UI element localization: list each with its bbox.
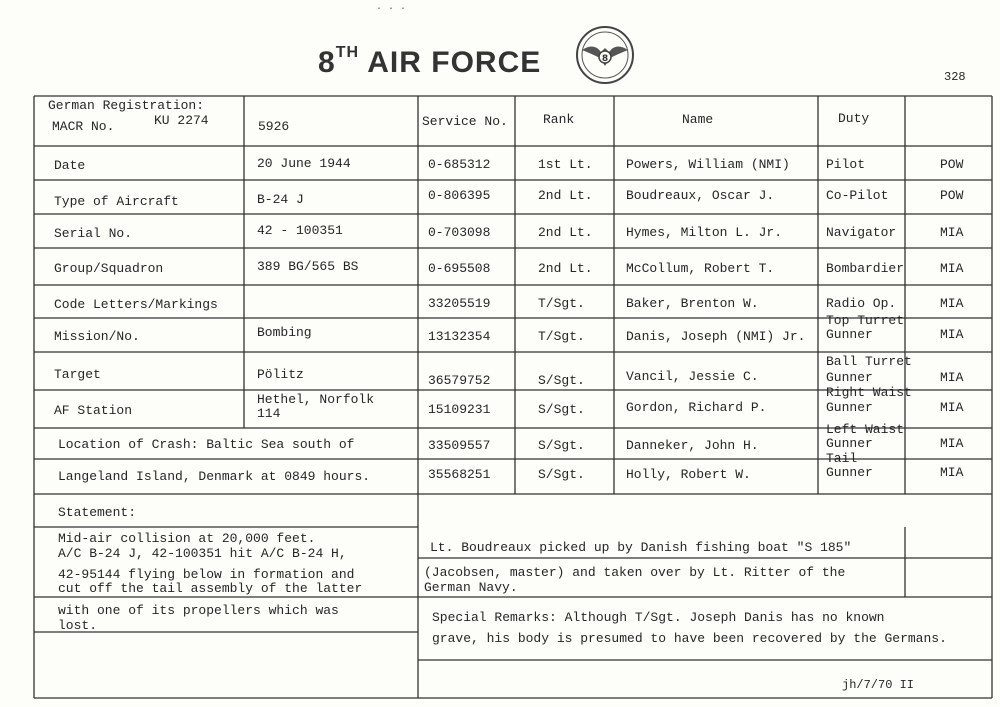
name-header: Name bbox=[682, 112, 714, 127]
crew-rank: S/Sgt. bbox=[538, 373, 585, 388]
crew-status: MIA bbox=[940, 400, 964, 415]
page-number: 328 bbox=[944, 70, 966, 84]
crew-duty: Radio Op. bbox=[826, 296, 897, 311]
crew-duty: Left Waist bbox=[826, 422, 905, 437]
crew-status: MIA bbox=[940, 327, 964, 342]
target-value: Pölitz bbox=[257, 367, 304, 382]
crew-duty-line2: Gunner bbox=[826, 465, 873, 480]
crew-rank: S/Sgt. bbox=[538, 402, 585, 417]
crew-rank: 2nd Lt. bbox=[538, 188, 593, 203]
crew-duty-line2: Gunner bbox=[826, 327, 873, 342]
statement-line: cut off the tail assembly of the latter bbox=[58, 581, 363, 596]
special-remarks-line: grave, his body is presumed to have been recovered by the Germans. bbox=[432, 631, 947, 646]
date-label: Date bbox=[54, 158, 86, 173]
crew-service: 13132354 bbox=[428, 329, 491, 344]
file-reference: jh/7/70 II bbox=[842, 678, 915, 692]
aircraft-type-label: Type of Aircraft bbox=[54, 194, 179, 209]
crew-service: 36579752 bbox=[428, 373, 491, 388]
statement-line: with one of its propellers which was bbox=[58, 603, 339, 618]
crew-rank: T/Sgt. bbox=[538, 329, 585, 344]
aircraft-type-value: B-24 J bbox=[257, 192, 304, 207]
remarks-line: (Jacobsen, master) and taken over by Lt. Ritter of the bbox=[424, 565, 846, 580]
crew-name: Vancil, Jessie C. bbox=[626, 369, 759, 384]
crew-service: 15109231 bbox=[428, 402, 491, 417]
page-title: 8TH AIR FORCE bbox=[318, 44, 542, 79]
crew-name: Hymes, Milton L. Jr. bbox=[626, 225, 783, 240]
crew-name: McCollum, Robert T. bbox=[626, 261, 775, 276]
crew-duty: Co-Pilot bbox=[826, 188, 889, 203]
crew-name: Gordon, Richard P. bbox=[626, 400, 767, 415]
serial-no-value: 42 - 100351 bbox=[257, 223, 343, 238]
mission-value: Bombing bbox=[257, 325, 312, 340]
crew-status: MIA bbox=[940, 261, 964, 276]
crash-location-line1: Location of Crash: Baltic Sea south of bbox=[58, 437, 355, 452]
crew-service: 35568251 bbox=[428, 467, 491, 482]
crew-name: Baker, Brenton W. bbox=[626, 296, 759, 311]
remarks-line: German Navy. bbox=[424, 580, 518, 595]
af-station-value: Hethel, Norfolk bbox=[257, 392, 375, 407]
crew-duty: Navigator bbox=[826, 225, 897, 240]
group-squadron-value: 389 BG/565 BS bbox=[257, 259, 359, 274]
crew-rank: 1st Lt. bbox=[538, 157, 593, 172]
target-label: Target bbox=[54, 367, 101, 382]
crew-service: 0-703098 bbox=[428, 225, 491, 240]
rank-header: Rank bbox=[543, 112, 575, 127]
crew-rank: T/Sgt. bbox=[538, 296, 585, 311]
macr-no-label: MACR No. bbox=[52, 119, 115, 134]
crew-service: 0-695508 bbox=[428, 261, 491, 276]
crew-service: 33205519 bbox=[428, 296, 491, 311]
crash-location-line2: Langeland Island, Denmark at 0849 hours. bbox=[58, 469, 371, 484]
crew-rank: S/Sgt. bbox=[538, 438, 585, 453]
german-registration-label: German Registration: bbox=[48, 98, 205, 113]
duty-header: Duty bbox=[838, 111, 870, 126]
group-squadron-label: Group/Squadron bbox=[54, 261, 164, 276]
crew-service: 0-685312 bbox=[428, 157, 491, 172]
crew-rank: 2nd Lt. bbox=[538, 225, 593, 240]
crew-status: MIA bbox=[940, 370, 964, 385]
date-value: 20 June 1944 bbox=[257, 156, 351, 171]
crew-duty: Right Waist bbox=[826, 385, 912, 400]
crew-name: Boudreaux, Oscar J. bbox=[626, 188, 775, 203]
remarks-line: Lt. Boudreaux picked up by Danish fishing boat "S 185" bbox=[430, 540, 852, 555]
crew-rank: 2nd Lt. bbox=[538, 261, 593, 276]
ku-number: KU 2274 bbox=[154, 113, 209, 128]
crew-duty: Top Turret bbox=[826, 313, 905, 328]
crew-status: MIA bbox=[940, 465, 964, 480]
crew-status: POW bbox=[940, 157, 964, 172]
crew-duty-line2: Gunner bbox=[826, 400, 873, 415]
statement-line: 42-95144 flying below in formation and bbox=[58, 567, 355, 582]
statement-line: lost. bbox=[58, 618, 98, 633]
code-letters-label: Code Letters/Markings bbox=[54, 297, 218, 312]
crew-duty: Ball Turret bbox=[826, 354, 912, 369]
scan-marks: · · · bbox=[376, 4, 407, 15]
crew-duty: Bombardier bbox=[826, 261, 905, 276]
special-remarks-line: Special Remarks: Although T/Sgt. Joseph Danis has no known bbox=[432, 610, 885, 625]
statement-line: A/C B-24 J, 42-100351 hit A/C B-24 H, bbox=[58, 546, 347, 561]
crew-duty-line2: Gunner bbox=[826, 436, 873, 451]
statement-label: Statement: bbox=[58, 505, 137, 520]
crew-rank: S/Sgt. bbox=[538, 467, 585, 482]
crew-name: Holly, Robert W. bbox=[626, 467, 751, 482]
crew-status: MIA bbox=[940, 296, 964, 311]
statement-line: Mid-air collision at 20,000 feet. bbox=[58, 531, 316, 546]
crew-status: MIA bbox=[940, 225, 964, 240]
crew-duty-line2: Gunner bbox=[826, 370, 873, 385]
mission-label: Mission/No. bbox=[54, 329, 140, 344]
crew-status: POW bbox=[940, 188, 964, 203]
crew-name: Danis, Joseph (NMI) Jr. bbox=[626, 329, 806, 344]
crew-service: 33509557 bbox=[428, 438, 491, 453]
crew-duty: Tail bbox=[826, 451, 858, 466]
svg-text:8: 8 bbox=[601, 54, 609, 64]
serial-no-label: Serial No. bbox=[54, 226, 133, 241]
crew-duty: Pilot bbox=[826, 157, 866, 172]
crew-status: MIA bbox=[940, 436, 964, 451]
service-no-header: Service No. bbox=[422, 114, 508, 129]
crew-name: Powers, William (NMI) bbox=[626, 157, 790, 172]
af-station-label: AF Station bbox=[54, 403, 133, 418]
crew-name: Danneker, John H. bbox=[626, 438, 759, 453]
crew-service: 0-806395 bbox=[428, 188, 491, 203]
macr-number-value: 5926 bbox=[258, 119, 290, 134]
af-station-number: 114 bbox=[257, 406, 281, 421]
